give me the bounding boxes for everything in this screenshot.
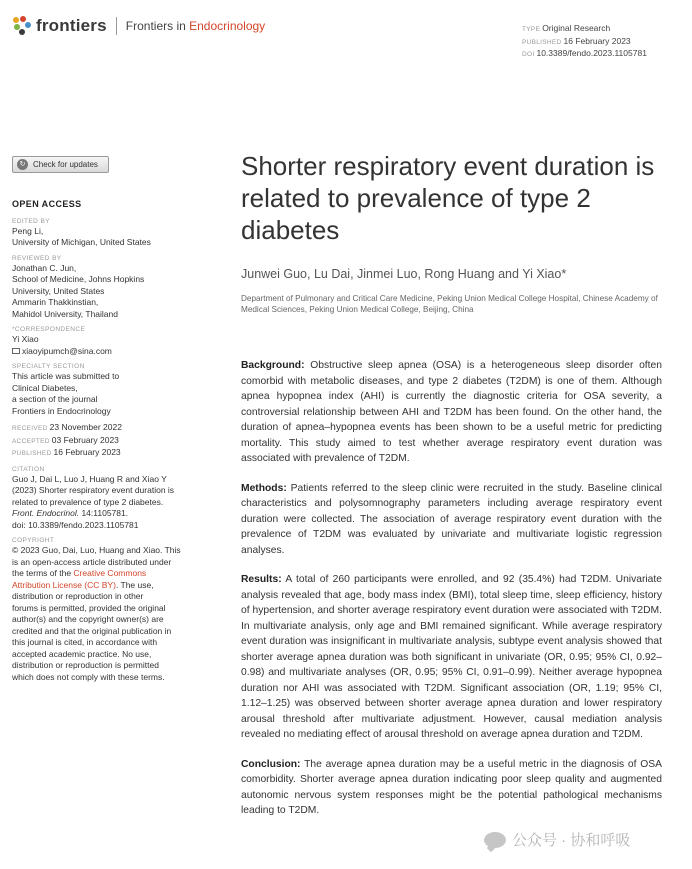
copyright-section: COPYRIGHT © 2023 Guo, Dai, Luo, Huang and Xiao. This is an open-access article distributed under the terms of the Creative Commons Attribution License (CC BY). The use, distribution or reproduction in other forums is permitted, provided the original author(s) and the copyright owner(s) are credited and that the original publication in this journal is cited, in accordance with accepted academic practice. No use, distribution or reproduction is permitted which does not comply with these terms. — [12, 537, 181, 682]
license-link-cont[interactable]: Attribution License (CC BY) — [12, 579, 116, 590]
journal-name: Frontiers in Endocrinology — [125, 19, 266, 33]
meta-doi[interactable]: DOI 10.3389/fendo.2023.1105781 — [522, 48, 647, 58]
open-access-label: OPEN ACCESS — [12, 199, 82, 209]
abstract-conclusion: Conclusion: The average apnea duration may be a useful metric in the diagnosis of OSA comorbidity. Shorter average apnea duration indicating poor sleep quality and augmented autonomic nervous system responses might be the potential pathological mechanisms leading to T2DM. — [241, 758, 662, 816]
brand-name: frontiers — [36, 16, 107, 35]
meta-published: PUBLISHED 16 February 2023 — [522, 35, 631, 46]
meta-type: TYPE Original Research — [522, 23, 611, 33]
specialty-section: SPECIALTY SECTION This article was submitted to Clinical Diabetes, a section of the journal Frontiers in Endocrinology — [12, 363, 120, 416]
reviewed-by-section: REVIEWED BY Jonathan C. Jun, School of Medicine, Johns Hopkins University, United States Ammarin Thakkinstian, Mahidol University, Thailand — [12, 254, 145, 319]
abstract — [241, 358, 662, 833]
abstract-methods: Methods: Patients referred to the sleep clinic were recruited in the study. Baseline clinical characteristics and polysomnography parameters including average respiratory event duration were collected. The association of average respiratory event duration with the prevalence of T2DM was evaluated by univariate and multivariate logistic regression analyses. — [241, 482, 662, 556]
frontiers-logo-icon — [12, 16, 32, 36]
sidebar — [12, 199, 197, 688]
dates-section: RECEIVED 23 November 2022 ACCEPTED 03 February 2023 PUBLISHED 16 February 2023 — [12, 422, 122, 457]
abstract-results: Results: A total of 260 participants were enrolled, and 92 (35.4%) had T2DM. Univariate analysis revealed that age, body mass index (BMI), total sleep time, sleep efficiency, history of hypertension, and shorter average respiratory event duration were associated with T2DM. In multivariate analysis, only age and BMI remained significant. While average respiratory event duration was insignificant in multivariate analysis, subtype event analysis showed that shorter average apnea duration was both significant in univariate (OR, 0.95; 95% CI, 0.92–0.98) and multivariate analyses (OR, 0.95; 95% CI, 0.91–0.99). Neither average hypopnea duration nor AHI was associated with T2DM. Significant association (OR, 1.19; 95% CI, 1.12–1.25) was observed between shorter average apnea duration and lower respiratory arousal threshold after multivariate adjustment. However, causal mediation analysis revealed no mediating effect of arousal threshold on average apnea duration and T2DM. — [241, 574, 663, 740]
check-for-updates-label: Check for updates — [33, 160, 98, 169]
correspondence-email[interactable]: xiaoyipumch@sina.com — [12, 346, 197, 358]
wechat-icon — [484, 832, 506, 848]
article-affiliation: Department of Pulmonary and Critical Care Medicine, Peking Union Medical College Hospital, Chinese Academy of Medical Sciences, Peking Union Medical College, Beijing, China — [241, 294, 658, 314]
logo-divider — [116, 17, 117, 35]
watermark — [484, 829, 630, 850]
check-for-updates-button[interactable] — [12, 156, 109, 173]
correspondence-section: *CORRESPONDENCE Yi Xiao xiaoyipumch@sina.com — [12, 325, 197, 357]
frontiers-logo[interactable] — [12, 16, 265, 36]
article-authors: Junwei Guo, Lu Dai, Jinmei Luo, Rong Huang and Yi Xiao* — [241, 267, 567, 281]
article-meta — [522, 23, 647, 61]
license-link[interactable]: Creative Commons — [73, 568, 147, 578]
refresh-icon: ↻ — [17, 159, 28, 170]
mail-icon — [12, 348, 20, 354]
citation-section: CITATION Guo J, Dai L, Luo J, Huang R and Xiao Y (2023) Shorter respiratory event duration is related to prevalence of type 2 diabetes. Front. Endocrinol. 14:1105781. doi: 10.3389/fendo.2023.1105781 — [12, 465, 197, 532]
watermark-text: 公众号 · 协和呼吸 — [512, 832, 631, 849]
edited-by-section: EDITED BY Peng Li, University of Michigan, United States — [12, 217, 151, 247]
article-title: Shorter respiratory event duration is related to prevalence of type 2 diabetes — [241, 151, 655, 245]
citation-doi[interactable]: doi: 10.3389/fendo.2023.1105781 — [12, 519, 139, 530]
abstract-background: Background: Obstructive sleep apnea (OSA) is a heterogeneous sleep disorder often comorbid with metabolic diseases, and type 2 diabetes (T2DM) is one of them. Although apnea hypopnea index (AHI) is currently the diagnostic criteria for OSA severity, a controversial relationship between AHI and T2DM has been found. On the other hand, the duration of apnea–hypopnea events has been shown to be a useful metric for predicting mortality. This study aimed to test whether average respiratory event duration was associated with prevalence of T2DM. — [241, 360, 662, 464]
